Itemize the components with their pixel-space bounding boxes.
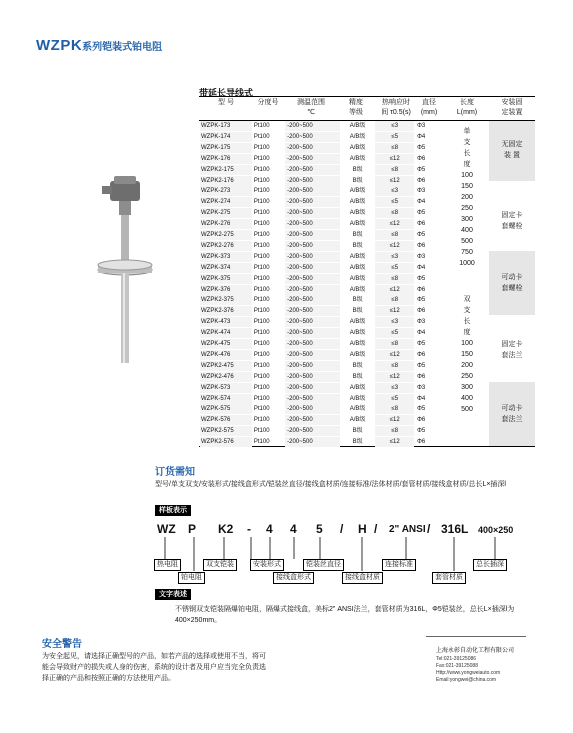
cell-precision: B级: [352, 297, 363, 304]
table-row: [200, 154, 428, 164]
contact-company: 上海永彰自动化工程有限公司: [436, 648, 515, 654]
contact-email: Email:yongwei@china.com: [436, 677, 497, 683]
table-row: [200, 143, 428, 153]
cell-division: Pt100: [253, 384, 270, 391]
install-fixed-flange: 固定卡 套法兰: [501, 341, 523, 359]
length-value: 300: [461, 384, 473, 391]
length-value: 150: [461, 351, 473, 358]
sample-tag: 样板表示: [155, 505, 191, 516]
table-row: [200, 415, 428, 425]
cell-model: WZPK-575: [200, 404, 252, 414]
cell-response: ≤5: [375, 328, 414, 338]
cell-response: ≤8: [375, 339, 414, 349]
cell-response: ≤8: [375, 426, 414, 436]
cell-precision: A/B级: [349, 417, 366, 424]
cell-range: -200~500: [285, 394, 340, 404]
cell-division: Pt100: [253, 242, 270, 249]
cell-range: -200~500: [285, 383, 340, 393]
install-fixed-bolt: 固定卡 套螺栓: [501, 212, 523, 230]
cell-range: -200~500: [285, 285, 340, 295]
length-value: 500: [461, 406, 473, 413]
cell-model: WZPK-275: [200, 208, 252, 218]
table-row: [200, 121, 428, 131]
cell-diameter: Φ6: [417, 373, 426, 380]
cell-response: ≤8: [375, 361, 414, 371]
label-box-form: 接线盒形式: [273, 572, 314, 584]
contact-fax: Fax:021-39125088: [436, 663, 478, 669]
cell-diameter: Φ6: [417, 351, 426, 358]
cell-precision: A/B级: [349, 188, 366, 195]
code-5: 5: [316, 522, 323, 536]
cell-response: ≤5: [375, 197, 414, 207]
cell-response: ≤3: [375, 383, 414, 393]
length-value: 100: [461, 172, 473, 179]
cell-response: ≤3: [375, 121, 414, 131]
cell-model: WZPK-273: [200, 186, 252, 196]
cell-range: -200~500: [285, 263, 340, 273]
cell-range: -200~500: [285, 274, 340, 284]
cell-precision: B级: [352, 232, 363, 238]
cell-model: WZPK-276: [200, 219, 252, 229]
warning-heading: 安全警告: [42, 639, 82, 650]
cell-precision: A/B级: [349, 210, 366, 217]
cell-model: WZPK2-276: [200, 241, 252, 251]
cell-range: -200~500: [285, 350, 340, 360]
cell-diameter: Φ5: [417, 232, 426, 238]
length-double-block: [456, 294, 478, 415]
cell-range: -200~500: [285, 121, 340, 131]
code-4b: 4: [290, 522, 297, 536]
cell-division: Pt100: [253, 133, 270, 140]
cell-range: -200~500: [285, 154, 340, 164]
table-row: [200, 285, 428, 295]
cell-response: ≤12: [375, 285, 414, 295]
cell-model: WZPK-175: [200, 143, 252, 153]
cell-precision: A/B级: [349, 253, 366, 260]
cell-response: ≤5: [375, 263, 414, 273]
code-p: P: [188, 522, 197, 536]
cell-diameter: Φ6: [417, 439, 426, 446]
label-rtd: 热电阻: [154, 559, 181, 571]
cell-diameter: Φ3: [417, 253, 426, 260]
cell-precision: B级: [352, 166, 363, 173]
cell-diameter: Φ6: [417, 242, 426, 249]
cell-range: -200~500: [285, 361, 340, 371]
length-value: 300: [461, 216, 473, 223]
table-row: [200, 394, 428, 404]
length-value: 250: [461, 373, 473, 380]
cell-precision: A/B级: [349, 406, 366, 413]
cell-precision: A/B级: [349, 275, 366, 282]
cell-model: WZPK2-576: [200, 437, 252, 447]
cell-division: Pt100: [253, 297, 270, 304]
cell-model: WZPK-474: [200, 328, 252, 338]
cell-diameter: Φ5: [417, 362, 426, 369]
cell-model: WZPK2-375: [200, 295, 252, 305]
length-value: 100: [461, 340, 473, 347]
order-text: 型号/单支双支/安装形式/接线盒形式/铠装丝直径/接线盒材质/连接标准/法体材质/套管材质/接线盒材质/总长L×插深l: [155, 481, 506, 488]
install-movable-flange: 可动卡 套法兰: [501, 405, 523, 423]
cell-range: -200~500: [285, 328, 340, 338]
table-row: [200, 132, 428, 142]
cell-diameter: Φ4: [417, 199, 426, 206]
cell-diameter: Φ6: [417, 221, 426, 228]
cell-diameter: Φ3: [417, 188, 426, 195]
cell-range: -200~500: [285, 230, 340, 240]
cell-response: ≤8: [375, 274, 414, 284]
cell-model: WZPK2-275: [200, 230, 252, 240]
length-label-char: 单: [463, 128, 471, 135]
install-none: 无固定 装 置: [501, 141, 523, 159]
code-wz: WZ: [157, 522, 176, 536]
cell-precision: B级: [352, 439, 363, 446]
sensor-image: [92, 168, 172, 370]
cell-range: -200~500: [285, 219, 340, 229]
cell-model: WZPK-174: [200, 132, 252, 142]
cell-diameter: Φ4: [417, 330, 426, 337]
table-row: [200, 317, 428, 327]
cell-precision: B级: [352, 373, 363, 380]
cell-precision: B级: [352, 308, 363, 315]
cell-range: -200~500: [285, 143, 340, 153]
title-text: 系列铠装式铂电阻: [82, 42, 163, 53]
cell-precision: A/B级: [349, 264, 366, 271]
desc-text: 不锈钢双支铠装隔爆铂电阻，隔爆式接线盒，美标2" ANSI法兰，套管材质为316L，Φ5铠装丝，总长L×插深l为400×250mm。: [175, 606, 515, 624]
title-code: WZPK: [36, 37, 83, 54]
cell-model: WZPK-374: [200, 263, 252, 273]
code-dash: -: [247, 522, 251, 536]
cell-response: ≤12: [375, 372, 414, 382]
table-row: [200, 274, 428, 284]
cell-response: ≤3: [375, 317, 414, 327]
code-4a: 4: [266, 522, 273, 536]
cell-division: Pt100: [253, 395, 270, 402]
cell-division: Pt100: [253, 351, 270, 358]
table-row: [200, 295, 428, 305]
header-install: 安装固 定装置: [501, 99, 523, 116]
header-model: 型 号: [218, 99, 234, 106]
cell-response: ≤12: [375, 415, 414, 425]
section-title: 带延长导线式: [199, 88, 254, 98]
table-row: [200, 263, 428, 273]
warning-text: 为安全起见，请选择正确型号的产品，如若产品的选择或使用不当，将可能会导致财产的损失或人身的伤害，系统的设计者及用户应当完全负责选择正确的产品和按照正确的方法使用产品。: [42, 653, 266, 682]
cell-division: Pt100: [253, 221, 270, 228]
length-value: 250: [461, 205, 473, 212]
cell-precision: A/B级: [349, 341, 366, 347]
cell-division: Pt100: [253, 123, 270, 129]
page-title: [36, 37, 162, 55]
cell-response: ≤12: [375, 176, 414, 186]
header-precision: 精度 等级: [349, 99, 363, 116]
cell-division: Pt100: [253, 232, 270, 238]
contact-web: Http://www.yongweiauto.com: [436, 670, 501, 676]
cell-range: -200~500: [285, 197, 340, 207]
cell-diameter: Φ5: [417, 210, 426, 217]
table-row: [200, 176, 428, 186]
code-k2: K2: [218, 522, 234, 536]
cell-division: Pt100: [253, 166, 270, 173]
table-row: [200, 383, 428, 393]
cell-response: ≤12: [375, 241, 414, 251]
label-tube-material: 套管材质: [432, 572, 466, 584]
table-row: [200, 208, 428, 218]
cell-division: Pt100: [253, 210, 270, 217]
cell-division: Pt100: [253, 253, 270, 260]
code-slash-1: /: [340, 522, 344, 536]
cell-diameter: Φ4: [417, 264, 426, 271]
cell-diameter: Φ5: [417, 406, 426, 413]
cell-response: ≤8: [375, 295, 414, 305]
table-row: [200, 361, 428, 371]
cell-model: WZPK2-176: [200, 176, 252, 186]
cell-range: -200~500: [285, 241, 340, 251]
code-ansi: 2" ANSI: [389, 524, 426, 535]
cell-division: Pt100: [253, 406, 270, 413]
code-size: 400×250: [478, 525, 514, 535]
cell-range: -200~500: [285, 306, 340, 316]
cell-precision: B级: [352, 177, 363, 184]
contact-tel: Tel:021-39125086: [436, 656, 477, 662]
cell-response: ≤5: [375, 394, 414, 404]
cell-range: -200~500: [285, 426, 340, 436]
code-316l: 316L: [441, 522, 469, 536]
cell-model: WZPK-573: [200, 383, 252, 393]
cell-range: -200~500: [285, 208, 340, 218]
cell-precision: B级: [352, 242, 363, 249]
table-row: [200, 219, 428, 229]
cell-range: -200~500: [285, 132, 340, 142]
length-value: 1000: [459, 260, 475, 267]
cell-range: -200~500: [285, 317, 340, 327]
cell-precision: A/B级: [349, 286, 366, 293]
cell-division: Pt100: [253, 341, 270, 347]
length-label-char: 支: [463, 307, 471, 314]
header-division: 分度号: [257, 99, 279, 106]
table-row: [200, 339, 428, 349]
cell-diameter: Φ5: [417, 144, 426, 151]
cell-division: Pt100: [253, 286, 270, 293]
header-diameter: 直径 (mm): [420, 99, 438, 116]
cell-division: Pt100: [253, 428, 270, 435]
table-row: [200, 252, 428, 262]
cell-diameter: Φ4: [417, 133, 426, 140]
code-slash-3: /: [427, 522, 431, 536]
cell-precision: A/B级: [349, 395, 366, 402]
cell-response: ≤12: [375, 306, 414, 316]
cell-division: Pt100: [253, 275, 270, 282]
table-row: [200, 186, 428, 196]
cell-model: WZPK2-175: [200, 165, 252, 175]
cell-response: ≤8: [375, 404, 414, 414]
length-label-char: 度: [463, 161, 471, 168]
length-value: 200: [461, 194, 473, 201]
cell-precision: A/B级: [349, 384, 366, 391]
cell-precision: A/B级: [349, 330, 366, 337]
label-box-material: 接线盒材质: [342, 572, 383, 584]
cell-diameter: Φ5: [417, 297, 426, 304]
cell-division: Pt100: [253, 177, 270, 184]
cell-response: ≤8: [375, 165, 414, 175]
cell-model: WZPK-176: [200, 154, 252, 164]
cell-precision: A/B级: [349, 199, 366, 206]
cell-model: WZPK-476: [200, 350, 252, 360]
cell-diameter: Φ5: [417, 428, 426, 435]
cell-precision: A/B级: [349, 221, 366, 228]
label-wire-dia: 铠装丝直径: [303, 559, 344, 571]
cell-diameter: Φ6: [417, 286, 426, 293]
code-slash-2: /: [374, 522, 378, 536]
cell-model: WZPK2-475: [200, 361, 252, 371]
table-row: [200, 241, 428, 251]
cell-diameter: Φ6: [417, 177, 426, 184]
cell-division: Pt100: [253, 417, 270, 424]
cell-precision: A/B级: [349, 123, 366, 129]
cell-diameter: Φ6: [417, 417, 426, 424]
cell-range: -200~500: [285, 404, 340, 414]
cell-diameter: Φ5: [417, 166, 426, 173]
length-value: 400: [461, 395, 473, 402]
cell-range: -200~500: [285, 252, 340, 262]
cell-range: -200~500: [285, 372, 340, 382]
cell-response: ≤12: [375, 350, 414, 360]
cell-response: ≤8: [375, 230, 414, 240]
cell-model: WZPK-574: [200, 394, 252, 404]
cell-model: WZPK-373: [200, 252, 252, 262]
code-h: H: [358, 522, 367, 536]
cell-division: Pt100: [253, 308, 270, 315]
length-label-char: 长: [463, 318, 471, 325]
cell-precision: A/B级: [349, 319, 366, 326]
cell-diameter: Φ6: [417, 155, 426, 162]
cell-range: -200~500: [285, 176, 340, 186]
length-value: 150: [461, 183, 473, 190]
cell-diameter: Φ6: [417, 308, 426, 315]
table-row: [200, 230, 428, 240]
table-row: [200, 165, 428, 175]
cell-model: WZPK-473: [200, 317, 252, 327]
cell-division: Pt100: [253, 373, 270, 380]
cell-diameter: Φ5: [417, 275, 426, 282]
cell-precision: A/B级: [349, 351, 366, 358]
cell-model: WZPK-173: [200, 121, 252, 131]
length-label-char: 支: [463, 139, 471, 146]
cell-range: -200~500: [285, 165, 340, 175]
cell-response: ≤8: [375, 208, 414, 218]
cell-response: ≤12: [375, 437, 414, 447]
cell-model: WZPK2-376: [200, 306, 252, 316]
install-movable-bolt: 可动卡 套螺栓: [501, 274, 523, 292]
cell-diameter: Φ3: [417, 319, 426, 326]
desc-tag: 文字表述: [155, 589, 191, 600]
cell-model: WZPK-376: [200, 285, 252, 295]
length-value: 400: [461, 227, 473, 234]
cell-division: Pt100: [253, 264, 270, 271]
length-value: 750: [461, 249, 473, 256]
header-range: 测温范围 ℃: [297, 99, 325, 116]
label-dual: 双支铠装: [203, 559, 237, 571]
header-response: 热响应时 间 τ0.5(s): [381, 99, 411, 116]
cell-division: Pt100: [253, 330, 270, 337]
length-label-char: 双: [463, 296, 471, 303]
cell-diameter: Φ3: [417, 123, 426, 129]
cell-precision: A/B级: [349, 133, 366, 140]
cell-range: -200~500: [285, 186, 340, 196]
cell-response: ≤5: [375, 132, 414, 142]
table-row: [200, 328, 428, 338]
cell-response: ≤12: [375, 219, 414, 229]
table-top-rule: [199, 96, 535, 97]
cell-division: Pt100: [253, 188, 270, 195]
cell-division: Pt100: [253, 199, 270, 206]
length-label-char: 长: [463, 150, 471, 157]
cell-division: Pt100: [253, 362, 270, 369]
cell-range: -200~500: [285, 415, 340, 425]
cell-range: -200~500: [285, 339, 340, 349]
cell-model: WZPK-576: [200, 415, 252, 425]
cell-division: Pt100: [253, 319, 270, 326]
cell-response: ≤3: [375, 186, 414, 196]
cell-precision: A/B级: [349, 144, 366, 151]
table-row: [200, 350, 428, 360]
cell-precision: B级: [352, 362, 363, 369]
label-install-form: 安装形式: [250, 559, 284, 571]
cell-division: Pt100: [253, 439, 270, 446]
table-row: [200, 197, 428, 207]
cell-diameter: Φ5: [417, 341, 426, 347]
label-length: 总长插深: [473, 559, 507, 571]
cell-range: -200~500: [285, 437, 340, 447]
cell-response: ≤8: [375, 143, 414, 153]
cell-model: WZPK2-476: [200, 372, 252, 382]
label-pt: 铂电阻: [178, 572, 205, 584]
cell-precision: A/B级: [349, 155, 366, 162]
table-row: [200, 306, 428, 316]
table-row: [200, 404, 428, 414]
contact-separator: [426, 636, 526, 637]
length-single-block: [456, 126, 478, 269]
cell-diameter: Φ3: [417, 384, 426, 391]
length-value: 200: [461, 362, 473, 369]
cell-range: -200~500: [285, 295, 340, 305]
cell-model: WZPK2-575: [200, 426, 252, 436]
cell-division: Pt100: [253, 144, 270, 151]
table-row: [200, 437, 428, 447]
cell-diameter: Φ4: [417, 395, 426, 402]
cell-response: ≤3: [375, 252, 414, 262]
order-heading: 订货需知: [155, 467, 195, 478]
cell-model: WZPK-475: [200, 339, 252, 349]
label-standard: 连接标准: [382, 559, 416, 571]
cell-model: WZPK-274: [200, 197, 252, 207]
cell-division: Pt100: [253, 155, 270, 162]
cell-model: WZPK-375: [200, 274, 252, 284]
header-length: 长度 L(mm): [456, 99, 478, 116]
cell-response: ≤12: [375, 154, 414, 164]
cell-precision: B级: [352, 428, 363, 435]
table-row: [200, 372, 428, 382]
length-label-char: 度: [463, 329, 471, 336]
length-value: 500: [461, 238, 473, 245]
table-row: [200, 426, 428, 436]
contact-block: [436, 648, 514, 684]
